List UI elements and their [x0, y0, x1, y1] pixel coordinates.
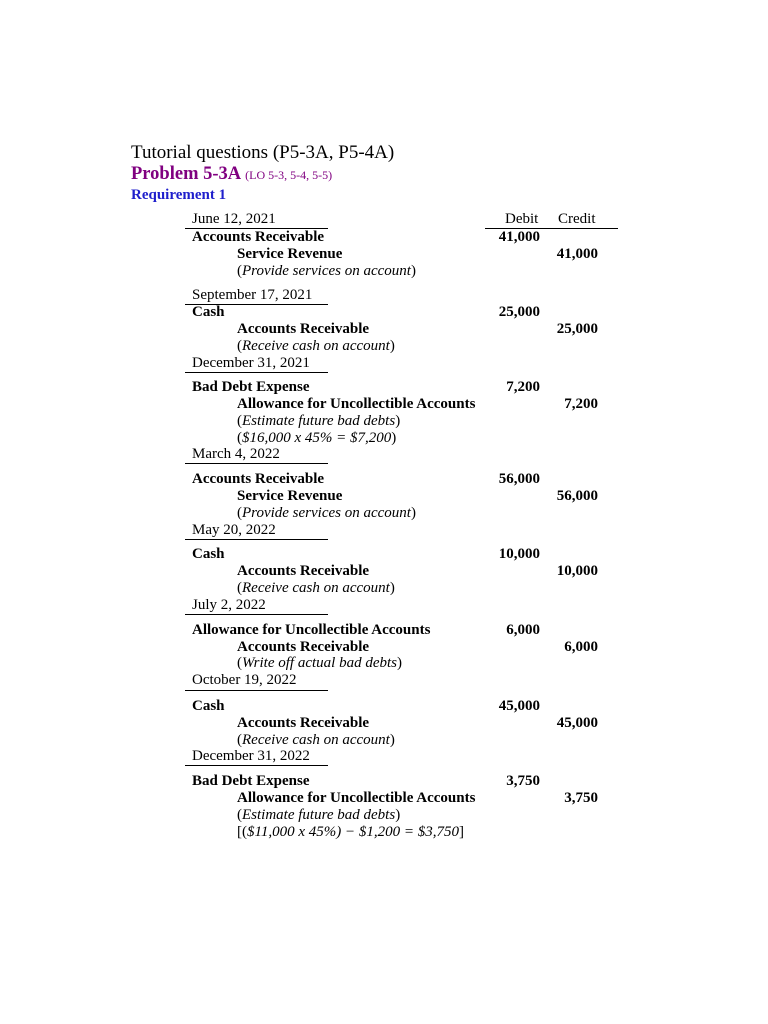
entry-calculation: [($11,000 x 45%) − $1,200 = $3,750]	[237, 824, 465, 840]
entry-date: September 17, 2021	[192, 287, 313, 303]
entry-date: March 4, 2022	[192, 446, 280, 462]
entry-date: July 2, 2022	[192, 597, 266, 613]
credit-account: Accounts Receivable	[237, 563, 370, 579]
debit-column-header: Debit	[505, 211, 539, 227]
entry-explanation: (Estimate future bad debts)	[237, 413, 401, 429]
debit-amount: 3,750	[506, 773, 540, 789]
date-rule	[185, 765, 328, 766]
entry-date: May 20, 2022	[192, 522, 276, 538]
debit-amount: 41,000	[498, 229, 540, 245]
page-title: Tutorial questions (P5-3A, P5-4A)	[131, 142, 395, 163]
date-rule	[185, 614, 328, 615]
entry-date: October 19, 2022	[192, 672, 297, 688]
entry-explanation: (Receive cash on account)	[237, 338, 395, 354]
debit-account: Accounts Receivable	[192, 229, 325, 245]
debit-account: Cash	[192, 304, 225, 320]
credit-amount: 10,000	[556, 563, 598, 579]
credit-account: Allowance for Uncollectible Accounts	[237, 396, 476, 412]
credit-amount: 25,000	[556, 321, 598, 337]
credit-account: Service Revenue	[237, 488, 343, 504]
entry-explanation: (Provide services on account)	[237, 263, 416, 279]
credit-amount: 45,000	[556, 715, 598, 731]
entry-calculation: ($16,000 x 45% = $7,200)	[237, 430, 397, 446]
date-rule	[185, 539, 328, 540]
problem-heading	[131, 164, 332, 185]
debit-amount: 25,000	[498, 304, 540, 320]
entry-explanation: (Write off actual bad debts)	[237, 655, 402, 671]
credit-amount: 41,000	[556, 246, 598, 262]
debit-amount: 56,000	[498, 471, 540, 487]
problem-number: Problem 5-3A	[131, 164, 242, 184]
credit-amount: 6,000	[564, 639, 598, 655]
date-rule	[185, 372, 328, 373]
credit-amount: 56,000	[556, 488, 598, 504]
entry-date: December 31, 2021	[192, 355, 310, 371]
requirement-heading: Requirement 1	[131, 187, 227, 203]
debit-account: Cash	[192, 698, 225, 714]
debit-account: Bad Debt Expense	[192, 379, 310, 395]
credit-account: Accounts Receivable	[237, 321, 370, 337]
date-rule	[185, 690, 328, 691]
entry-explanation: (Receive cash on account)	[237, 580, 395, 596]
credit-amount: 7,200	[564, 396, 598, 412]
credit-account: Allowance for Uncollectible Accounts	[237, 790, 476, 806]
debit-amount: 6,000	[506, 622, 540, 638]
entry-date: December 31, 2022	[192, 748, 310, 764]
credit-account: Accounts Receivable	[237, 639, 370, 655]
credit-amount: 3,750	[564, 790, 598, 806]
debit-account: Accounts Receivable	[192, 471, 325, 487]
credit-account: Service Revenue	[237, 246, 343, 262]
date-rule	[185, 463, 328, 464]
debit-amount: 7,200	[506, 379, 540, 395]
credit-account: Accounts Receivable	[237, 715, 370, 731]
debit-account: Bad Debt Expense	[192, 773, 310, 789]
debit-account: Allowance for Uncollectible Accounts	[192, 622, 431, 638]
credit-column-header: Credit	[558, 211, 596, 227]
entry-explanation: (Receive cash on account)	[237, 732, 395, 748]
learning-objectives: (LO 5-3, 5-4, 5-5)	[245, 168, 333, 182]
entry-explanation: (Provide services on account)	[237, 505, 416, 521]
debit-account: Cash	[192, 546, 225, 562]
entry-explanation: (Estimate future bad debts)	[237, 807, 401, 823]
debit-amount: 10,000	[498, 546, 540, 562]
entry-date: June 12, 2021	[192, 211, 276, 227]
debit-amount: 45,000	[498, 698, 540, 714]
